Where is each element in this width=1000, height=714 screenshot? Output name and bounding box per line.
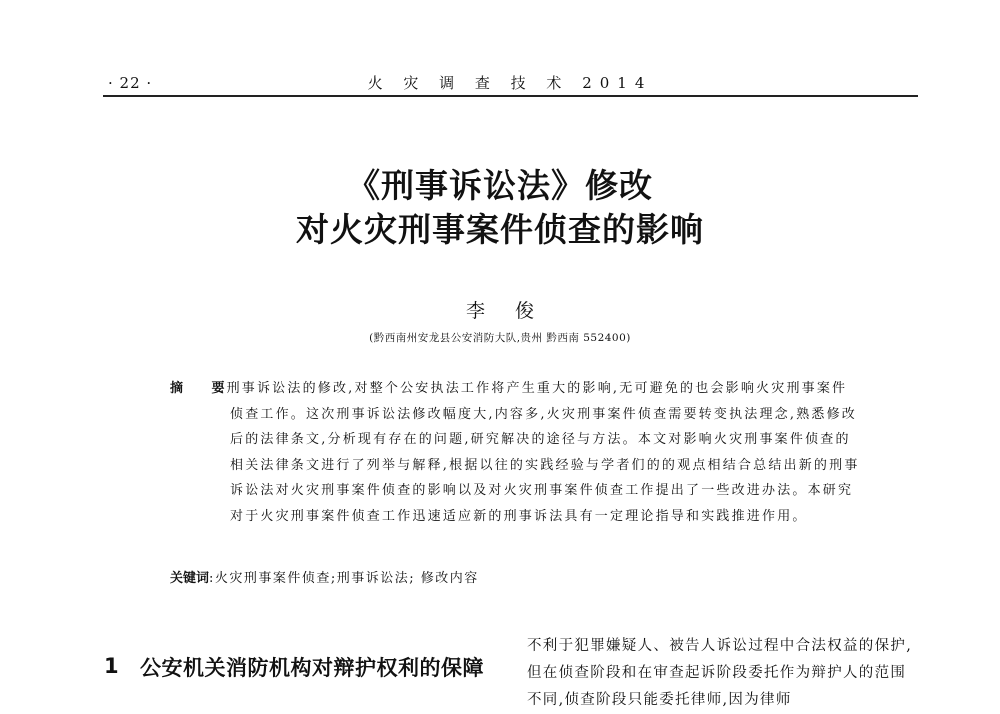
abstract-body: :刑事诉讼法的修改,对整个公安执法工作将产生重大的影响,无可避免的也会影响火灾刑事案件侦查工作。这次刑事诉讼法修改幅度大,内容多,火灾刑事案件侦查需要转变执法理念,熟悉修改后的法律条文,分析现有存在的问题,研究解决的途径与方法。本文对影响火灾刑事案件侦查的相关法律条文进行了列举与解释,根据以往的实践经验与学者们的的观点相结合总结出新的刑事诉讼法对火灾刑事案件侦查的影响以及对火灾刑事案件侦查工作提出了一些改进办法。本研究对于火灾刑事案件侦查工作迅速适应新的刑事诉法具有一定理论指导和实践推进作用。 xyxy=(220,381,860,524)
author: 李 俊 xyxy=(465,300,547,322)
section-number: 1 xyxy=(104,654,119,678)
body-column-right: 不利于犯罪嫌疑人、被告人诉讼过程中合法权益的保护,但在侦查阶段和在审查起诉阶段委托作为辩护人的范围不同,侦查阶段只能委托律师,因为律师 xyxy=(527,638,913,708)
keywords-text: :火灾刑事案件侦查;刑事诉讼法; 修改内容 xyxy=(209,571,479,586)
title-line-1: 《刑事诉讼法》修改 xyxy=(347,166,653,205)
journal-header: 火 灾 调 查 技 术 2014 xyxy=(367,74,653,92)
abstract xyxy=(170,376,860,530)
title-line-2: 对火灾刑事案件侦查的影响 xyxy=(296,210,704,249)
affiliation: (黔西南州安龙县公安消防大队,贵州 黔西南 552400) xyxy=(369,332,631,344)
header-rule xyxy=(103,95,918,97)
keywords xyxy=(170,567,479,586)
page-number: · 22 · xyxy=(108,74,153,92)
abstract-label: 摘 要 xyxy=(170,381,237,396)
section-title: 公安机关消防机构对辩护权利的保障 xyxy=(140,656,484,680)
keywords-label: 关键词 xyxy=(170,571,210,586)
